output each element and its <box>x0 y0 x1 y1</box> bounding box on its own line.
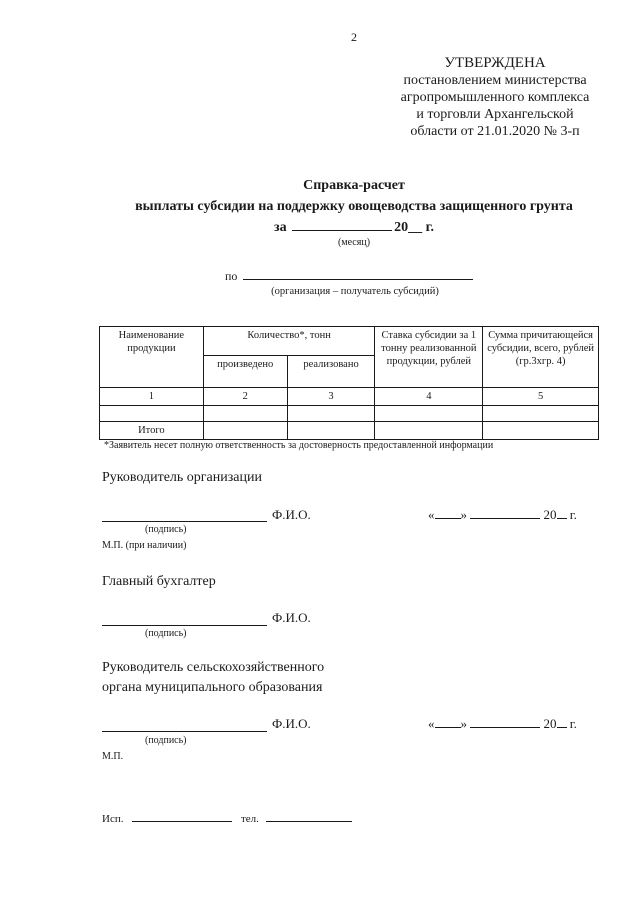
table-cell <box>203 406 287 422</box>
table-cell: 5 <box>483 388 599 406</box>
sig2-fio: Ф.И.О. <box>272 610 311 625</box>
header-cell: реализовано <box>287 355 375 387</box>
date-month-blank <box>470 716 540 728</box>
table-row <box>100 406 599 422</box>
executor-blank <box>132 812 232 822</box>
table-cell <box>287 406 375 422</box>
month-hint: (месяц) <box>337 237 371 248</box>
page-number: 2 <box>351 30 357 44</box>
date-year-blank <box>557 507 567 519</box>
executor-label: Исп. <box>102 813 124 825</box>
phone-label: тел. <box>240 813 259 825</box>
table-cell: Итого <box>100 422 204 440</box>
title-line-2: выплаты субсидии на поддержку овощеводства защищенного грунта <box>135 199 573 214</box>
sig3-signature-line <box>102 730 267 732</box>
table-cell <box>203 422 287 440</box>
sig2-title: Главный бухгалтер <box>102 574 216 589</box>
header-cell: Наименование продукции <box>100 327 204 388</box>
date-day-blank <box>435 507 461 519</box>
title-line-3 <box>0 217 640 238</box>
table-cell: 1 <box>100 388 204 406</box>
table-header-row <box>100 327 599 356</box>
sig1-title: Руководитель организации <box>102 470 262 485</box>
approval-heading: УТВЕРЖДЕНА <box>444 55 546 71</box>
sig1-date <box>428 507 577 523</box>
date-month-blank <box>470 507 540 519</box>
sig1-sign-hint: (подпись) <box>145 524 187 535</box>
sig3-date <box>428 716 577 732</box>
table-cell <box>375 406 483 422</box>
month-blank <box>292 218 392 231</box>
header-cell: произведено <box>203 355 287 387</box>
header-cell: Сумма причитающейся субсидии, всего, рублей (гр.3хгр. 4) <box>483 327 599 388</box>
approval-line: постановлением министерства <box>403 73 587 88</box>
table-cell: 4 <box>375 388 483 406</box>
organization-hint: (организация – получатель субсидий) <box>271 286 439 297</box>
sig3-stamp: М.П. <box>102 751 124 762</box>
approval-block <box>380 55 610 140</box>
header-cell: Количество*, тонн <box>203 327 375 356</box>
sig2-sign-hint: (подпись) <box>145 628 187 639</box>
table-cell: 2 <box>203 388 287 406</box>
organization-line <box>225 268 473 284</box>
date-close-quote: » <box>460 507 467 522</box>
phone-blank <box>266 812 352 822</box>
date-open-quote: « <box>428 716 435 731</box>
title-line-1: Справка-расчет <box>303 178 405 193</box>
date-g: г. <box>569 716 577 731</box>
date-day-blank <box>435 716 461 728</box>
approval-line: области от 21.01.2020 № 3-п <box>410 124 580 139</box>
sig1-signature-line <box>102 520 267 522</box>
footnote: *Заявитель несет полную ответственность за достоверность предоставленной информации <box>104 440 494 451</box>
date-year-blank <box>557 716 567 728</box>
organization-prefix: по <box>225 269 238 283</box>
table-total-row <box>100 422 599 440</box>
sig3-title <box>102 658 324 698</box>
calculation-table <box>99 326 599 440</box>
header-cell: Ставка субсидии за 1 тонну реализованной продукции, рублей <box>375 327 483 388</box>
date-year: 20 <box>543 507 557 522</box>
date-close-quote: » <box>460 716 467 731</box>
organization-blank <box>243 268 473 280</box>
document-title <box>0 175 640 249</box>
approval-line: агропромышленного комплекса <box>400 90 590 105</box>
sig3-title-line-2: органа муниципального образования <box>102 680 323 695</box>
table-cell <box>100 406 204 422</box>
title-year: 20__ г. <box>394 220 434 235</box>
title-period-prefix: за <box>274 220 287 235</box>
sig3-title-line-1: Руководитель сельскохозяйственного <box>102 660 325 675</box>
date-year: 20 <box>543 716 557 731</box>
table-cell <box>375 422 483 440</box>
table-cell <box>287 422 375 440</box>
date-open-quote: « <box>428 507 435 522</box>
approval-line: и торговли Архангельской <box>416 107 574 122</box>
date-g: г. <box>569 507 577 522</box>
sig1-stamp: М.П. (при наличии) <box>102 540 187 551</box>
table-cell <box>483 406 599 422</box>
table-row <box>100 388 599 406</box>
table-cell: 3 <box>287 388 375 406</box>
sig1-fio: Ф.И.О. <box>272 507 311 522</box>
table-cell <box>483 422 599 440</box>
executor-line <box>102 812 352 825</box>
sig3-sign-hint: (подпись) <box>145 735 187 746</box>
sig3-fio: Ф.И.О. <box>272 716 311 731</box>
sig2-signature-line <box>102 624 267 626</box>
